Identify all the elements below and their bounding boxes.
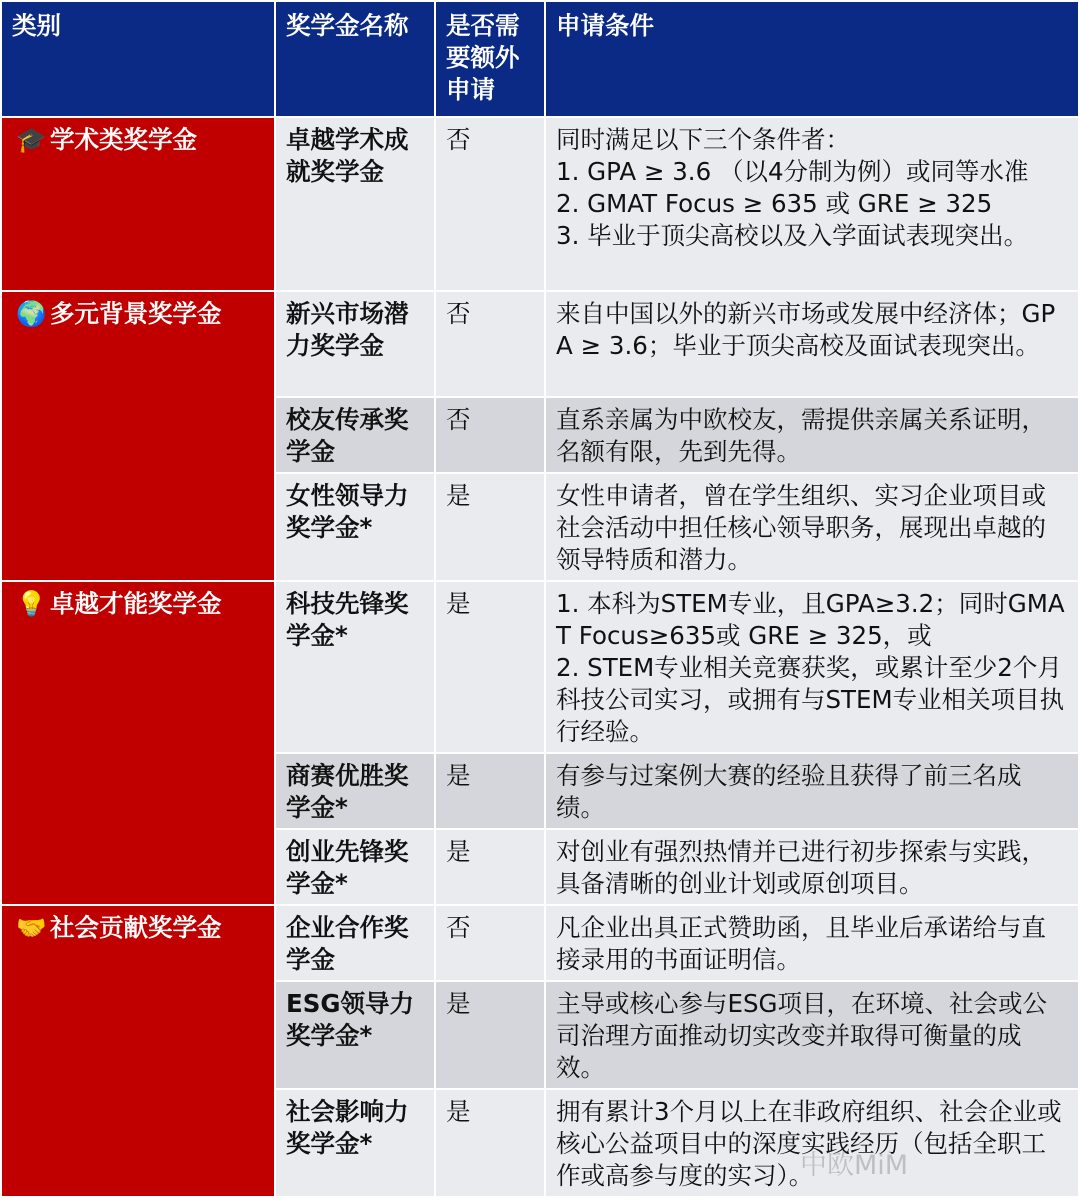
requirements-cell [545,905,1079,981]
requirement-line: 来自中国以外的新兴市场或发展中经济体；GPA ≥ 3.6；毕业于顶尖高校及面试表现突出。 [556,299,1056,360]
requirement-line: 拥有累计3个月以上在非政府组织、社会企业或核心公益项目中的深度实践经历（包括全职工作或高参与度的实习）。 [556,1097,1062,1190]
category-cell [1,117,275,291]
requirement-line: 2. STEM专业相关竞赛获奖，或累计至少2个月科技公司实习，或拥有与STEM专业相关项目执行经验。 [556,653,1065,746]
requirement-line: 对创业有强烈热情并已进行初步探索与实践，具备清晰的创业计划或原创项目。 [556,837,1046,898]
category-cell [1,905,275,1197]
requirements-cell [545,397,1079,473]
category-label: 社会贡献奖学金 [50,913,222,942]
category-label: 卓越才能奖学金 [50,589,222,618]
category-label: 学术类奖学金 [50,125,197,154]
light-bulb-icon: 💡 [16,589,47,618]
requirements-cell [545,829,1079,905]
header-extra: 是否需要额外申请 [435,1,545,117]
scholarship-name: 科技先锋奖学金* [275,581,435,753]
extra-application: 是 [435,1089,545,1197]
scholarship-name: 卓越学术成就奖学金 [275,117,435,291]
header-row [1,1,1079,117]
table-row [1,581,1079,753]
scholarship-name: 企业合作奖学金 [275,905,435,981]
requirement-line: 有参与过案例大赛的经验且获得了前三名成绩。 [556,761,1022,822]
requirements-cell [545,753,1079,829]
graduation-cap-icon: 🎓 [16,125,47,154]
requirements-cell [545,1089,1079,1197]
globe-icon: 🌍 [16,299,47,328]
scholarship-name: 社会影响力奖学金* [275,1089,435,1197]
requirement-line: 3. 毕业于顶尖高校以及入学面试表现突出。 [556,221,1029,250]
requirement-line: 凡企业出具正式赞助函，且毕业后承诺给与直接录用的书面证明信。 [556,913,1046,974]
requirements-cell [545,581,1079,753]
scholarship-name: 校友传承奖学金 [275,397,435,473]
requirement-line: 同时满足以下三个条件者： [556,125,850,154]
scholarship-name: 女性领导力奖学金* [275,473,435,581]
table-row [1,117,1079,291]
category-cell [1,291,275,581]
extra-application: 是 [435,829,545,905]
requirements-cell [545,117,1079,291]
requirement-line: 1. GPA ≥ 3.6 （以4分制为例）或同等水准 [556,157,1029,186]
extra-application: 是 [435,473,545,581]
header-category: 类别 [1,1,275,117]
category-cell [1,581,275,905]
scholarship-name: 商赛优胜奖学金* [275,753,435,829]
extra-application: 是 [435,981,545,1089]
category-label: 多元背景奖学金 [50,299,222,328]
watermark: 中欧MiM [800,1150,909,1181]
header-name: 奖学金名称 [275,1,435,117]
extra-application: 是 [435,581,545,753]
requirement-line: 直系亲属为中欧校友，需提供亲属关系证明，名额有限，先到先得。 [556,405,1046,466]
requirements-cell [545,291,1079,397]
scholarship-name: ESG领导力奖学金* [275,981,435,1089]
requirements-cell [545,981,1079,1089]
extra-application: 否 [435,397,545,473]
table-row [1,291,1079,397]
requirement-line: 1. 本科为STEM专业，且GPA≥3.2；同时GMAT Focus≥635或 GRE ≥ 325，或 [556,589,1065,650]
requirements-cell [545,473,1079,581]
requirement-line: 女性申请者，曾在学生组织、实习企业项目或社会活动中担任核心领导职务，展现出卓越的领导特质和潜力。 [556,481,1046,574]
extra-application: 否 [435,117,545,291]
extra-application: 是 [435,753,545,829]
scholarship-name: 创业先锋奖学金* [275,829,435,905]
table-row [1,905,1079,981]
extra-application: 否 [435,905,545,981]
header-requirements: 申请条件 [545,1,1079,117]
requirement-line: 2. GMAT Focus ≥ 635 或 GRE ≥ 325 [556,189,993,218]
scholarship-name: 新兴市场潜力奖学金 [275,291,435,397]
extra-application: 否 [435,291,545,397]
requirement-line: 主导或核心参与ESG项目，在环境、社会或公司治理方面推动切实改变并取得可衡量的成效。 [556,989,1048,1082]
handshake-icon: 🤝 [16,913,47,942]
